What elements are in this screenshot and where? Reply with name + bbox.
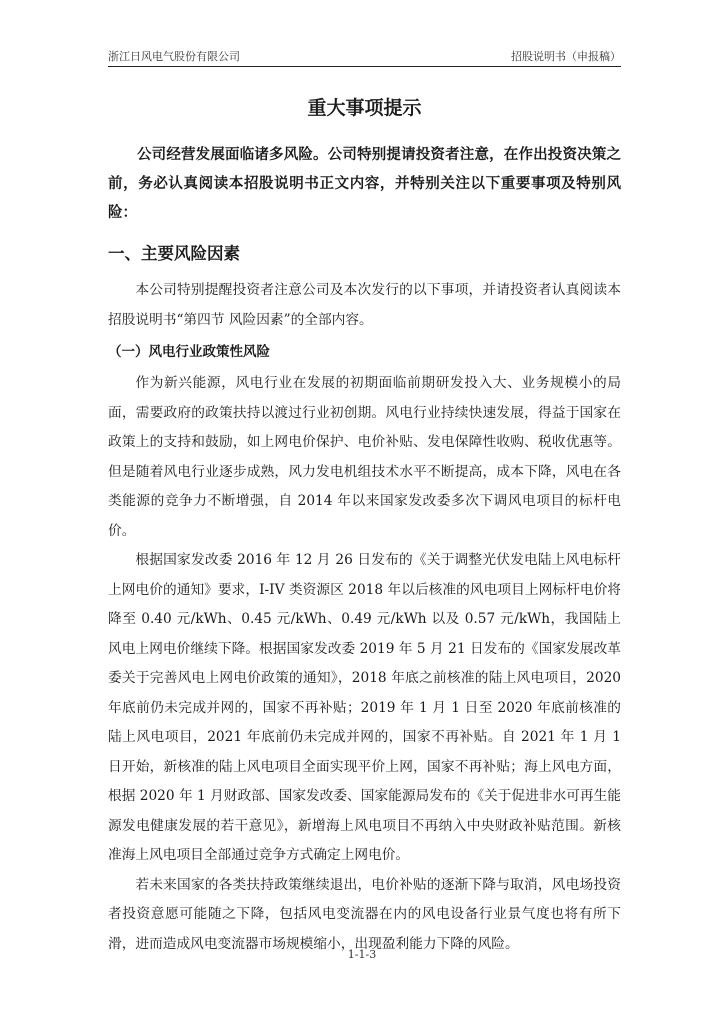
header-company: 浙江日风电气股份有限公司 <box>108 50 240 63</box>
policy-risk-paragraph-2: 根据国家发改委 2016 年 12 月 26 日发布的《关于调整光伏发电陆上风电标杆上网电价的通知》要求，I-IV 类资源区 2018 年以后核准的风电项目上网标杆电价将降至 0.40 元/kWh、0.45 元/kWh、0.49 元/kWh 以及 0.57 元/kWh，我国陆上风电上网电价继续下降。根据国家发改委 2019 年 5 月 21 日发布的《国家发展改革委关于完善风电上网电价政策的通知》，2018 年底之前核准的陆上风电项目，2020 年底前仍未完成并网的，国家不再补贴；2019 年 1 月 1 日至 2020 年底前核准的陆上风电项目，2021 年底前仍未完成并网的，国家不再补贴。自 2021 年 1 月 1 日开始，新核准的陆上风电项目全面实现平价上网，国家不再补贴；海上风电方面，根据 2020 年 1 月财政部、国家发改委、国家能源局发布的《关于促进非水可再生能源发电健康发展的若干意见》，新增海上风电项目不再纳入中央财政补贴范围。新核准海上风电项目全部通过竞争方式确定上网电价。 <box>108 552 621 863</box>
policy-risk-paragraph-1: 作为新兴能源，风电行业在发展的初期面临前期研发投入大、业务规模小的局面，需要政府的政策扶持以渡过行业初创期。风电行业持续快速发展，得益于国家在政策上的支持和鼓励，如上网电价保护、电价补贴、发电保障性收购、税收优惠等。但是随着风电行业逐步成熟，风力发电机组技术水平不断提高，成本下降，风电在各类能源的竞争力不断增强，自 2014 年以来国家发改委多次下调风电项目的标杆电价。 <box>108 375 621 539</box>
page-number: 1-1-3 <box>347 948 377 961</box>
page-body <box>108 92 621 959</box>
page-title: 重大事项提示 <box>307 97 422 119</box>
page-header <box>108 48 621 64</box>
section-heading-main-risks: 一、主要风险因素 <box>108 244 240 263</box>
header-doc-type: 招股说明书（申报稿） <box>511 50 621 63</box>
policy-risk-paragraph-3: 若未来国家的各类扶持政策继续退出，电价补贴的逐渐下降与取消，风电场投资者投资意愿可能随之下降，包括风电变流器在内的风电设备行业景气度也将有所下滑，进而造成风电变流器市场规模缩小，出现盈利能力下降的风险。 <box>108 876 621 952</box>
section-intro-paragraph: 本公司特别提醒投资者注意公司及本次发行的以下事项，并请投资者认真阅读本招股说明书“第四节 风险因素”的全部内容。 <box>108 282 621 328</box>
header-divider <box>108 66 621 67</box>
intro-warning: 公司经营发展面临诸多风险。公司特别提请投资者注意，在作出投资决策之前，务必认真阅读本招股说明书正文内容，并特别关注以下重要事项及特别风险： <box>108 147 621 221</box>
subsection-heading-policy-risk: （一）风电行业政策性风险 <box>108 344 270 360</box>
